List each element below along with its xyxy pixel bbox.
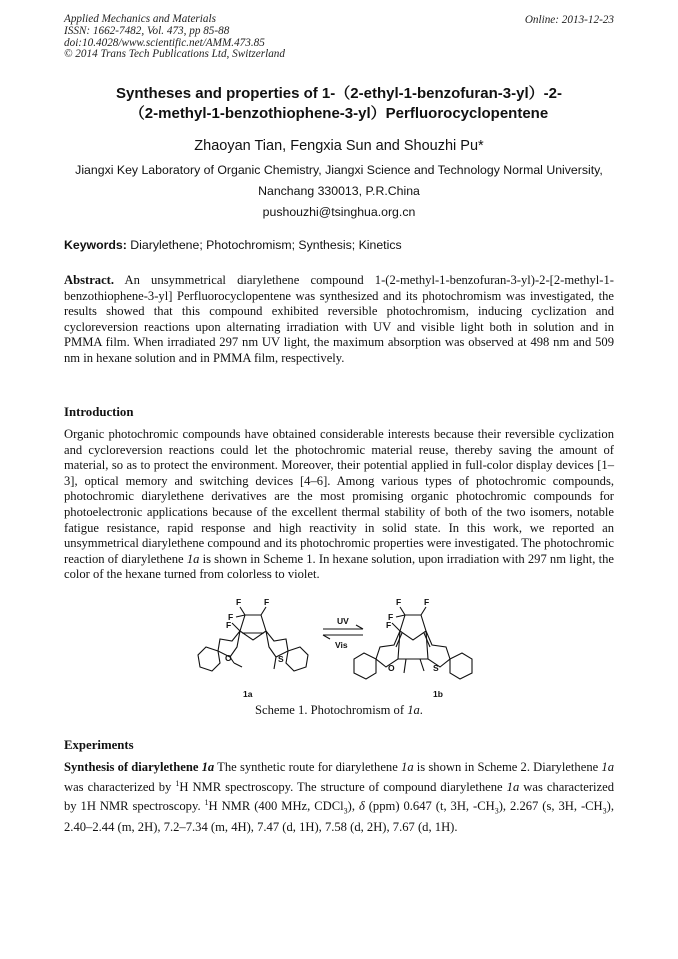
f-label: F [388, 612, 394, 622]
affiliation-line-2: Nanchang 330013, P.R.China [258, 184, 420, 198]
online-date: Online: 2013-12-23 [524, 14, 614, 26]
oxygen-label: O [388, 663, 395, 673]
abstract-label: Abstract. [64, 273, 115, 287]
vis-label: Vis [335, 640, 348, 650]
abstract-text: An unsymmetrical diarylethene compound 1-(2-methyl-1-benzofuran-3-yl)-2-[2-methyl-1-benzothiophene-3-yl] Perfluorocyclopentene was synthesized and its photochromism was investigated, the results showed that this compound exhibited reversible photochromism, inducing cyclization and cycloreversion reactions upon alternating irradiation with UV and visible light both in solution and in PMMA film. When irradiated 297 nm UV light, the maximum absorption was observed at 498 nm and 509 nm in hexane solution and in PMMA film, respectively. [64, 273, 614, 365]
oxygen-label: O [225, 653, 232, 663]
scheme-1-structures [190, 593, 490, 701]
journal-header [64, 14, 285, 61]
experiments-heading: Experiments [64, 738, 134, 752]
journal-name: Applied Mechanics and Materials [64, 13, 216, 25]
title-line-1: Syntheses and properties of 1-（2-ethyl-1-benzofuran-3-yl）-2- [116, 85, 562, 102]
uv-label: UV [337, 616, 349, 626]
compound-1b-label: 1b [433, 689, 443, 699]
introduction-body: Organic photochromic compounds have obtained considerable interests because their reversible cyclization and cycloreversion reactions could let the photochromic material reuse, thereby saving the amount of material, so as to protect the environment. Moreover, their potential applied in full-color display devices [1–3], optical memory and switching devices [4–6]. Among various types of photochromic compounds, photochromic diarylethene derivatives are the most promising organic photochromic compounds for photoelectronic applications because of the excellent thermal stability of both of the two isomers, notable fatigue resistance, rapid response and high reactivity in solid state. In this work, we reported an unsymmetrical diarylethene compound and its photochromic properties were investigated. The photochromic reaction of diarylethene 1a is shown in Scheme 1. In hexane solution, upon irradiation with 297 nm light, the color of the hexane turned from colorless to violet. [64, 427, 614, 582]
sulfur-label: S [433, 663, 439, 673]
experiments-body: Synthesis of diarylethene 1a The synthetic route for diarylethene 1a is shown in Scheme 2. Diarylethene 1a was characterized by $^1$H NMR spectroscopy. The structure of compound diarylethene 1a was characterized by 1H NMR spectroscopy. $^1$H NMR (400 MHz, CDCl$_3$), δ (ppm) 0.647 (t, 3H, $-CH_3$), 2.267 (s, 3H, $-CH_3$), 2.40–2.44 (m, 2H), 7.2–7.34 (m, 4H), 7.47 (d, 1H), 7.58 (d, 2H), 7.67 (d, 1H). [64, 760, 614, 834]
keywords-text: Diarylethene; Photochromism; Synthesis; Kinetics [126, 238, 402, 252]
synthesis-subheading: Synthesis of diarylethene 1a [64, 760, 215, 774]
abstract [64, 273, 614, 367]
sulfur-label: S [278, 654, 284, 664]
author-email: pushouzhi@tsinghua.org.cn [262, 205, 416, 219]
scheme-1-caption: Scheme 1. Photochromism of 1a. [255, 703, 423, 717]
affiliation-line-1: Jiangxi Key Laboratory of Organic Chemistry, Jiangxi Science and Technology Normal University, [75, 163, 603, 177]
f-label: F [424, 597, 430, 607]
benzothiophene-ring [266, 631, 288, 657]
f-label: F [236, 597, 242, 607]
author-list: Zhaoyan Tian, Fengxia Sun and Shouzhi Pu* [194, 138, 484, 154]
f-label: F [228, 612, 234, 622]
f-label: F [264, 597, 270, 607]
introduction-heading: Introduction [64, 405, 134, 419]
keywords-label: Keywords: [64, 238, 127, 252]
f-label: F [386, 620, 392, 630]
title-line-2: （2-methyl-1-benzothiophene-3-yl）Perfluorocyclopentene [129, 105, 549, 122]
paper-title [64, 84, 614, 124]
compound-ref: 1a [186, 551, 200, 566]
f-label: F [226, 620, 232, 630]
issn-line: ISSN: 1662-7482, Vol. 473, pp 85-88 [64, 24, 230, 37]
keywords [64, 238, 402, 252]
compound-1a-label: 1a [243, 689, 253, 699]
affiliation [64, 160, 614, 223]
doi-line: doi:10.4028/www.scientific.net/AMM.473.85 [64, 36, 265, 49]
cyclopentene-ring-open [240, 615, 266, 640]
copyright-line: © 2014 Trans Tech Publications Ltd, Switzerland [64, 48, 285, 61]
cyclopentene-ring-closed [400, 615, 426, 640]
f-label: F [396, 597, 402, 607]
